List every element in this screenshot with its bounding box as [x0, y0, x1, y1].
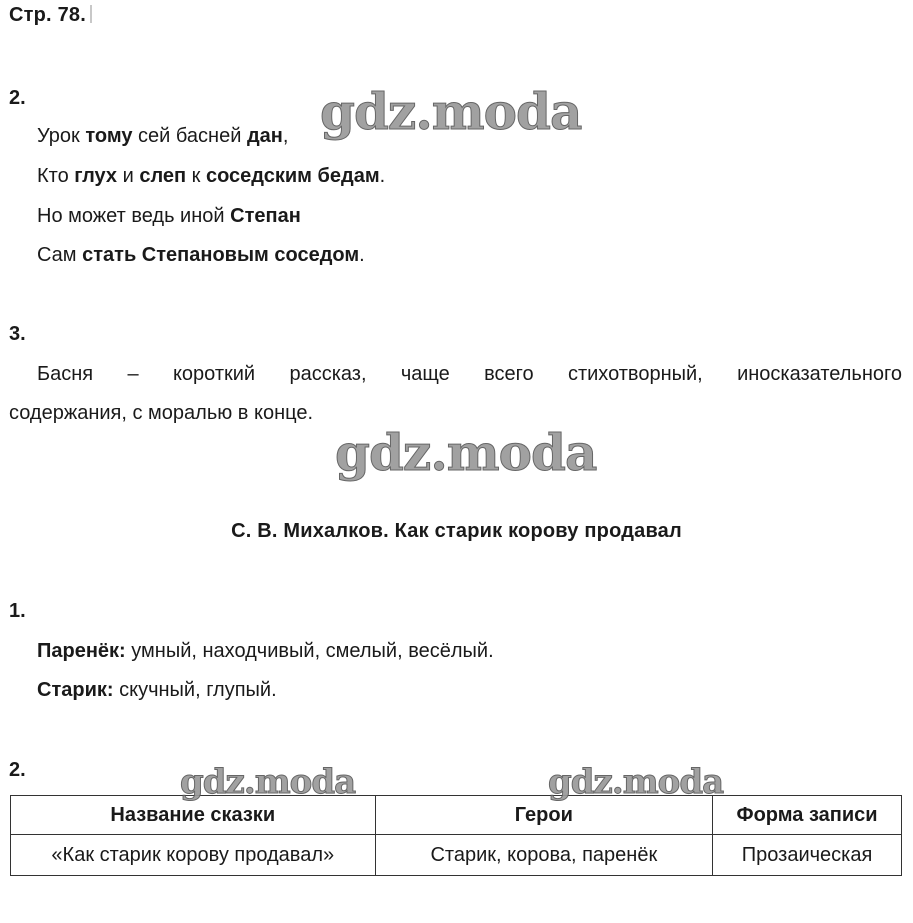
poem-text: . [379, 165, 386, 187]
definition-word: иносказательного [737, 363, 902, 385]
definition-line-2: содержания, с моралью в конце. [9, 402, 314, 424]
poem-line-3 [37, 205, 301, 228]
character-label: Паренёк: [37, 640, 126, 662]
poem-text: Но может ведь иной [37, 205, 231, 227]
watermark-logo: gdz.moda [548, 762, 724, 802]
definition-line-1 [37, 363, 902, 386]
table-header-heroes: Герои [375, 796, 713, 835]
table-row [11, 835, 902, 876]
definition-word: Басня [37, 363, 94, 385]
poem-bold-word: Степан [230, 205, 301, 227]
section-task-number-1: 1. [9, 600, 26, 622]
table-cell-form: Прозаическая [713, 835, 902, 876]
poem-bold-word: слеп [139, 165, 187, 187]
definition-word: всего [484, 363, 534, 385]
page-reference [9, 4, 92, 27]
poem-text: Сам [37, 244, 83, 266]
poem-text: и [117, 165, 140, 187]
task-number-2: 2. [9, 87, 26, 109]
poem-text: Урок [37, 125, 86, 147]
definition-word: рассказ, [289, 363, 367, 385]
section-title: С. В. Михалков. Как старик корову продавал [231, 520, 682, 542]
poem-text: к [186, 165, 206, 187]
watermark-logo: gdz.moda [335, 423, 597, 482]
poem-text: Кто [37, 165, 75, 187]
definition-word: короткий [172, 363, 256, 385]
watermark-logo: gdz.moda [320, 82, 582, 141]
page-reference-text: Стр. 78. [9, 4, 86, 26]
poem-line-1 [37, 125, 288, 148]
watermark-logo: gdz.moda [180, 762, 356, 802]
poem-bold-word: дан [246, 125, 283, 147]
character-label: Старик: [37, 679, 114, 701]
character-traits: умный, находчивый, смелый, весёлый. [125, 640, 494, 662]
definition-word: чаще [400, 363, 450, 385]
poem-bold-word: соседским бедам [205, 165, 380, 187]
poem-line-2 [37, 165, 385, 188]
table-cell-heroes: Старик, корова, паренёк [375, 835, 713, 876]
table-header-row [11, 796, 902, 835]
poem-text: . [359, 244, 365, 266]
character-boy [37, 640, 494, 663]
section-task-number-2: 2. [9, 759, 26, 781]
poem-text: сей басней [132, 125, 247, 147]
definition-word: – [127, 363, 139, 385]
definition-word: стихотворный, [567, 363, 703, 385]
table-header-form: Форма записи [713, 796, 902, 835]
poem-bold-word: глух [74, 165, 118, 187]
text-cursor-mark [90, 5, 92, 23]
story-table [10, 795, 902, 876]
poem-bold-word: тому [85, 125, 133, 147]
poem-bold-word: стать Степановым соседом [82, 244, 360, 266]
task-number-3: 3. [9, 323, 26, 345]
table-cell-title: «Как старик корову продавал» [11, 835, 376, 876]
table-header-title: Название сказки [11, 796, 376, 835]
character-old-man [37, 679, 277, 702]
poem-line-4 [37, 244, 365, 267]
poem-text: , [282, 125, 289, 147]
character-traits: скучный, глупый. [113, 679, 277, 701]
